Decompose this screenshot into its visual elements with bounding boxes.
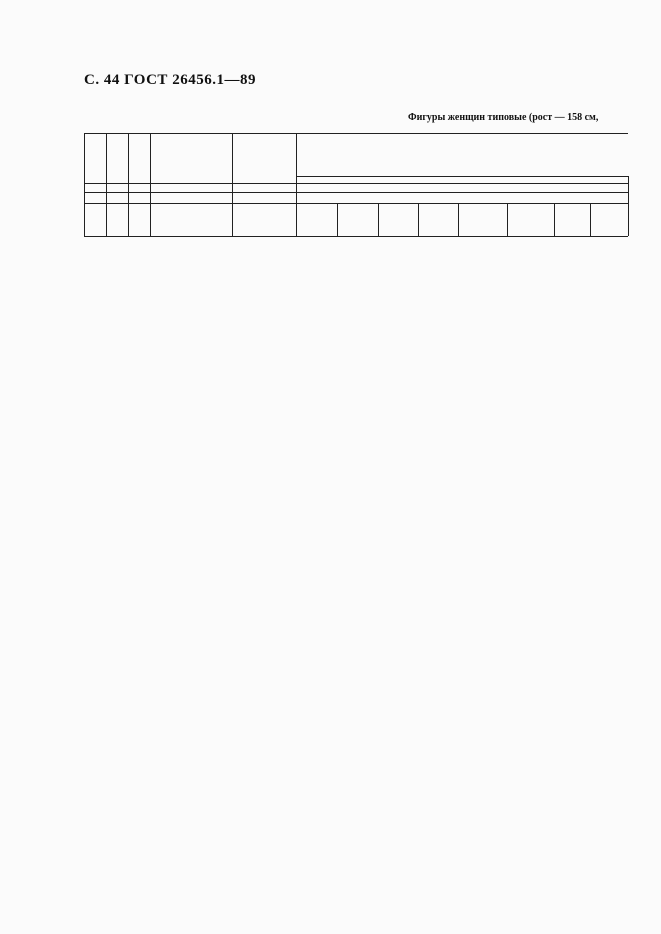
header-col-divider bbox=[232, 133, 233, 236]
row3-rule bbox=[84, 236, 628, 237]
size-col-divider bbox=[418, 203, 419, 236]
table-left-edge bbox=[84, 133, 85, 236]
header-col-divider bbox=[106, 133, 107, 236]
table-top-rule bbox=[84, 133, 628, 134]
row2-rule bbox=[84, 203, 628, 204]
col-header-size-no bbox=[88, 136, 104, 182]
header-col-divider bbox=[128, 133, 129, 236]
header-bottom-rule bbox=[84, 183, 628, 184]
table-right-edge bbox=[628, 176, 629, 236]
size-col-divider bbox=[458, 203, 459, 236]
size-col-divider bbox=[337, 203, 338, 236]
row1-rule bbox=[84, 192, 628, 193]
size-col-divider bbox=[378, 203, 379, 236]
header-col-divider bbox=[296, 133, 297, 236]
header-col-divider bbox=[150, 133, 151, 236]
value-header-rule bbox=[296, 176, 628, 177]
size-col-divider bbox=[554, 203, 555, 236]
page-title: С. 44 ГОСТ 26456.1—89 bbox=[84, 72, 256, 88]
table-caption: Фигуры женщин типовые (рост — 158 см, bbox=[408, 112, 599, 123]
size-col-divider bbox=[507, 203, 508, 236]
size-col-divider bbox=[590, 203, 591, 236]
col-header-draw-no bbox=[111, 136, 123, 182]
